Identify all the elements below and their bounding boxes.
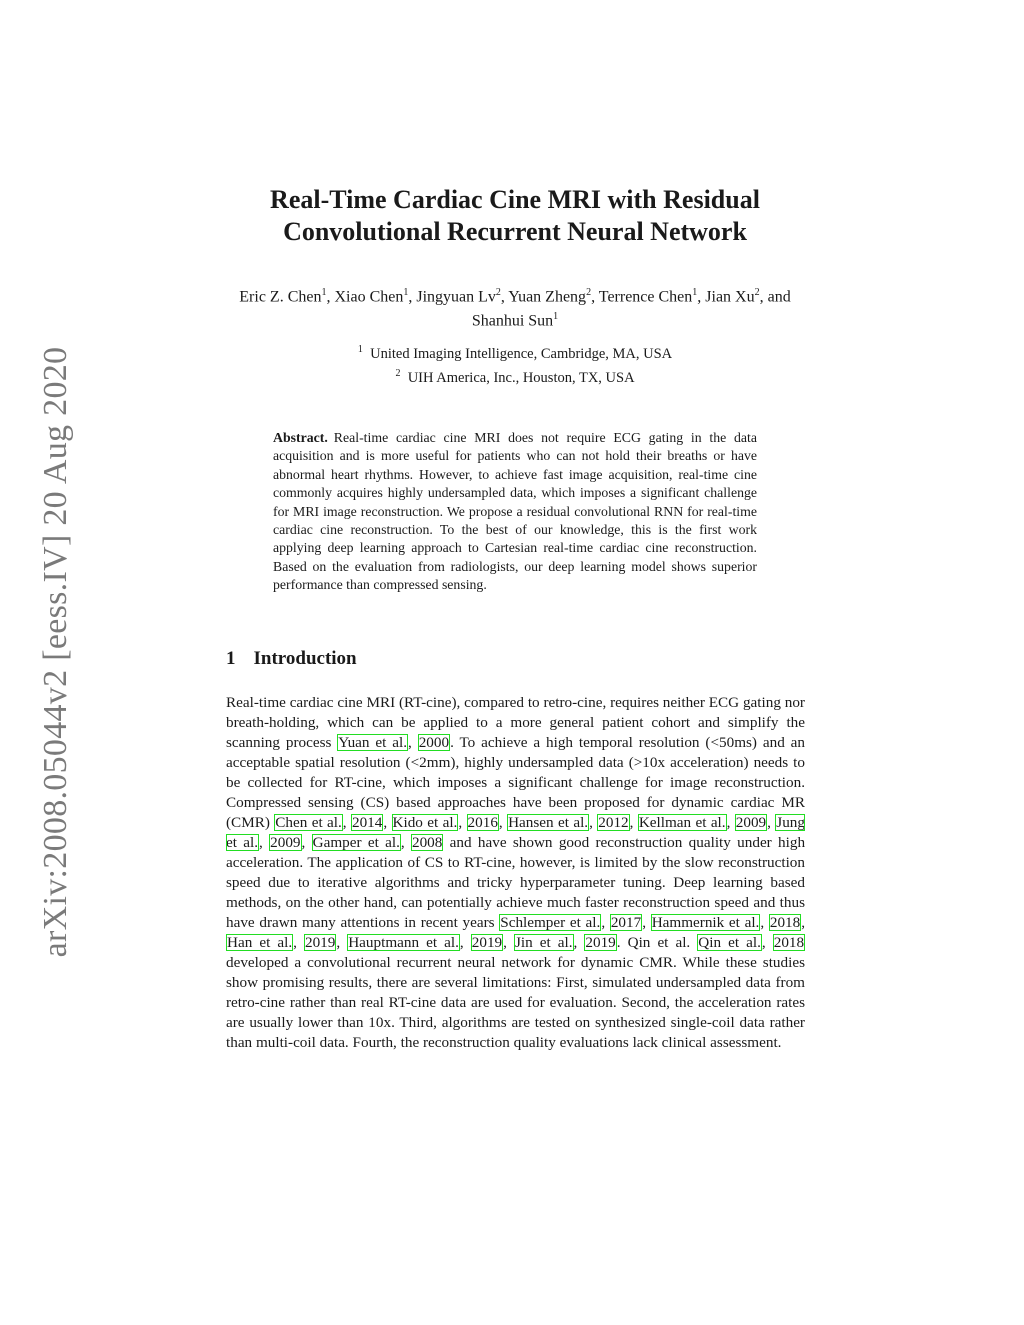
citation-year[interactable]: 2009 xyxy=(735,814,767,831)
citation-author[interactable]: Hauptmann et al. xyxy=(348,934,459,951)
affiliation-item xyxy=(220,340,810,364)
citation-author[interactable]: Hammernik et al. xyxy=(651,914,760,931)
citation-year[interactable]: 2018 xyxy=(769,914,801,931)
citation-link[interactable]: Yuan et al., 2000 xyxy=(338,734,450,751)
citation-link[interactable]: Schlemper et al., 2017 xyxy=(500,914,642,931)
citation-link[interactable]: Kellman et al., 2009 xyxy=(638,814,767,831)
citation-author[interactable]: Schlemper et al. xyxy=(500,914,601,931)
author-name: Yuan Zheng xyxy=(508,288,587,306)
citation-author[interactable]: Han et al. xyxy=(227,934,293,951)
body-text-run: developed a convolutional recurrent neural network for dynamic CMR. While these studies show promising results, there are several limitations: First, simulated undersampled data from retro-cine rather than real RT-cine data are used for evaluation. Second, the acceleration rates are usually lower than 10x. Third, algorithms are tested on synthesized single-coil data rather than multi-coil data. Fourth, the reconstruction quality evaluations lack clinical assessment. xyxy=(226,954,805,1051)
citation-year[interactable]: 2019 xyxy=(585,934,616,951)
citation-year[interactable]: 2012 xyxy=(598,814,629,831)
arxiv-identifier-stamp: arXiv:2008.05044v2 [eess.IV] 20 Aug 2020 xyxy=(37,346,74,958)
citation-link[interactable]: Han et al., 2019 xyxy=(227,934,336,951)
citation-author[interactable]: Gamper et al. xyxy=(312,834,400,851)
body-text-run: Real-time cardiac cine MRI (RT-cine), compared to retro-cine, requires neither ECG gating nor breath-holding, which can be applied to a more general patient cohort and simplify the scanning process xyxy=(226,694,805,751)
citation-link[interactable]: Chen et al., 2014 xyxy=(275,814,383,831)
citation-year[interactable]: 2000 xyxy=(418,734,450,751)
citation-author[interactable]: Hansen et al. xyxy=(508,814,589,831)
citation-year[interactable]: 2014 xyxy=(351,814,383,831)
author-name: Xiao Chen xyxy=(334,288,404,306)
citation-link[interactable]: Hauptmann et al., 2019 xyxy=(348,934,503,951)
author-affiliation-mark: 2 xyxy=(754,287,760,298)
citation-author[interactable]: Qin et al. xyxy=(698,934,761,951)
author-affiliation-mark: 1 xyxy=(403,287,409,298)
author-name: and Shanhui Sun xyxy=(471,288,791,330)
author-list: Eric Z. Chen$^1$, Xiao Chen$^1$, Jingyuan Lv$^2$, Yuan Zheng$^2$, Terrence Chen$^1$, Jian Xu$^2$, and Shanhui Sun$^1$ xyxy=(239,287,791,330)
citation-link[interactable]: Jin et al., 2019 xyxy=(514,934,616,951)
paper-title xyxy=(200,184,830,248)
section-number: 1 xyxy=(226,648,236,669)
citation-link[interactable]: Gamper et al., 2008 xyxy=(312,834,443,851)
introduction-paragraph: Real-time cardiac cine MRI (RT-cine), compared to retro-cine, requires neither ECG gating nor breath-holding, which can be applied to a more general patient cohort and simplify the scanning process Yuan et al., 2000. To achieve a high temporal resolution (<50ms) and an acceptable spatial resolution (<2mm), highly undersampled data (>10x acceleration) needs to be collected for RT-cine, which imposes a significant challenge for image reconstruction. Compressed sensing (CS) based approaches have been proposed for dynamic cardiac MR (CMR) Chen et al., 2014, Kido et al., 2016, Hansen et al., 2012, Kellman et al., 2009, Jung et al., 2009, Gamper et al., 2008 and have shown good reconstruction quality under high acceleration. The application of CS to RT-cine, however, is limited by the slow reconstruction speed due to iterative algorithms and tricky hyperparameter tuning. Deep learning based methods, on the other hand, can potentially achieve much faster reconstruction speed and thus have drawn many attentions in recent years Schlemper et al., 2017, Hammernik et al., 2018, Han et al., 2019, Hauptmann et al., 2019, Jin et al., 2019. Qin et al. Qin et al., 2018 developed a convolutional recurrent neural network for dynamic CMR. While these studies show promising results, there are several limitations: First, simulated undersampled data from retro-cine rather than real RT-cine data are used for evaluation. Second, the acceleration rates are usually lower than 10x. Third, algorithms are tested on synthesized single-coil data rather than multi-coil data. Fourth, the reconstruction quality evaluations lack clinical assessment. xyxy=(226,694,806,1051)
citation-year[interactable]: 2009 xyxy=(270,834,301,851)
citation-link[interactable]: Jung et al., 2009 xyxy=(226,814,805,851)
affiliation-text: United Imaging Intelligence, Cambridge, MA, USA xyxy=(370,345,673,362)
author-affiliation-mark: 1 xyxy=(553,311,559,323)
author-name: Jingyuan Lv xyxy=(416,288,496,306)
citation-link[interactable]: Kido et al., 2016 xyxy=(392,814,498,831)
abstract-label: Abstract. xyxy=(273,430,328,445)
body-text-run: and have shown good reconstruction quality under high acceleration. The application of CS to RT-cine, however, is limited by the slow reconstruction speed due to iterative algorithms and tricky hyperparameter tuning. Deep learning based methods, on the other hand, can potentially achieve much faster reconstruction speed and thus have drawn many attentions in recent years xyxy=(226,834,806,931)
affiliation-number: 1 xyxy=(357,344,363,355)
body-text-run: . Qin et al. xyxy=(616,934,698,951)
citation-year[interactable]: 2008 xyxy=(411,834,443,851)
title-line-1: Real-Time Cardiac Cine MRI with Residual xyxy=(270,185,760,214)
citation-year[interactable]: 2018 xyxy=(773,934,805,951)
affiliation-item xyxy=(220,364,810,388)
citation-author[interactable]: Jin et al. xyxy=(514,934,573,951)
author-affiliation-mark: 1 xyxy=(321,287,327,298)
body-text-run: . To achieve a high temporal resolution (<50ms) and an acceptable spatial resolution (<2mm), highly undersampled data (>10x acceleration) needs to be collected for RT-cine, which imposes a significant challenge for image reconstruction. Compressed sensing (CS) based approaches have been proposed for dynamic cardiac MR (CMR) xyxy=(226,734,805,831)
author-name: Eric Z. Chen xyxy=(239,288,322,306)
citation-link[interactable]: Hammernik et al., 2018 xyxy=(651,914,801,931)
abstract xyxy=(273,429,757,595)
citation-author[interactable]: Yuan et al. xyxy=(338,734,407,751)
section-heading xyxy=(226,648,357,670)
citation-year[interactable]: 2016 xyxy=(467,814,498,831)
citation-author[interactable]: Chen et al. xyxy=(275,814,342,831)
affiliation-number: 2 xyxy=(395,367,401,379)
title-line-2: Convolutional Recurrent Neural Network xyxy=(283,217,747,246)
author-name: Terrence Chen xyxy=(598,288,693,306)
citation-author[interactable]: Kellman et al. xyxy=(638,814,726,831)
citation-year[interactable]: 2017 xyxy=(610,914,642,931)
citation-year[interactable]: 2019 xyxy=(304,934,336,951)
citation-link[interactable]: Qin et al., 2018 xyxy=(698,934,805,951)
author-affiliation-mark: 1 xyxy=(692,287,698,298)
citation-author[interactable]: Jung et al. xyxy=(226,814,805,851)
citation-link[interactable]: Hansen et al., 2012 xyxy=(508,814,629,831)
author-name: Jian Xu xyxy=(705,288,755,306)
abstract-text: Real-time cardiac cine MRI does not require ECG gating in the data acquisition and is more useful for patients who can not hold their breaths or have abnormal heart rhythms. However, to achieve fast image acquisition, real-time cine commonly acquires highly undersampled data, which imposes a significant challenge for MRI image reconstruction. We propose a residual convolutional RNN for real-time cardiac cine reconstruction. To the best of our knowledge, this is the first work applying deep learning approach to Cartesian real-time cardiac cine reconstruction. Based on the evaluation from radiologists, our deep learning model shows superior performance than compressed sensing. xyxy=(273,430,757,593)
author-affiliation-mark: 2 xyxy=(495,287,501,298)
citation-year[interactable]: 2019 xyxy=(471,934,503,951)
affiliation-text: UIH America, Inc., Houston, TX, USA xyxy=(407,369,635,386)
citation-author[interactable]: Kido et al. xyxy=(392,814,458,831)
affiliation-list xyxy=(220,340,810,388)
author-affiliation-mark: 2 xyxy=(586,287,592,298)
section-title: Introduction xyxy=(253,648,357,669)
